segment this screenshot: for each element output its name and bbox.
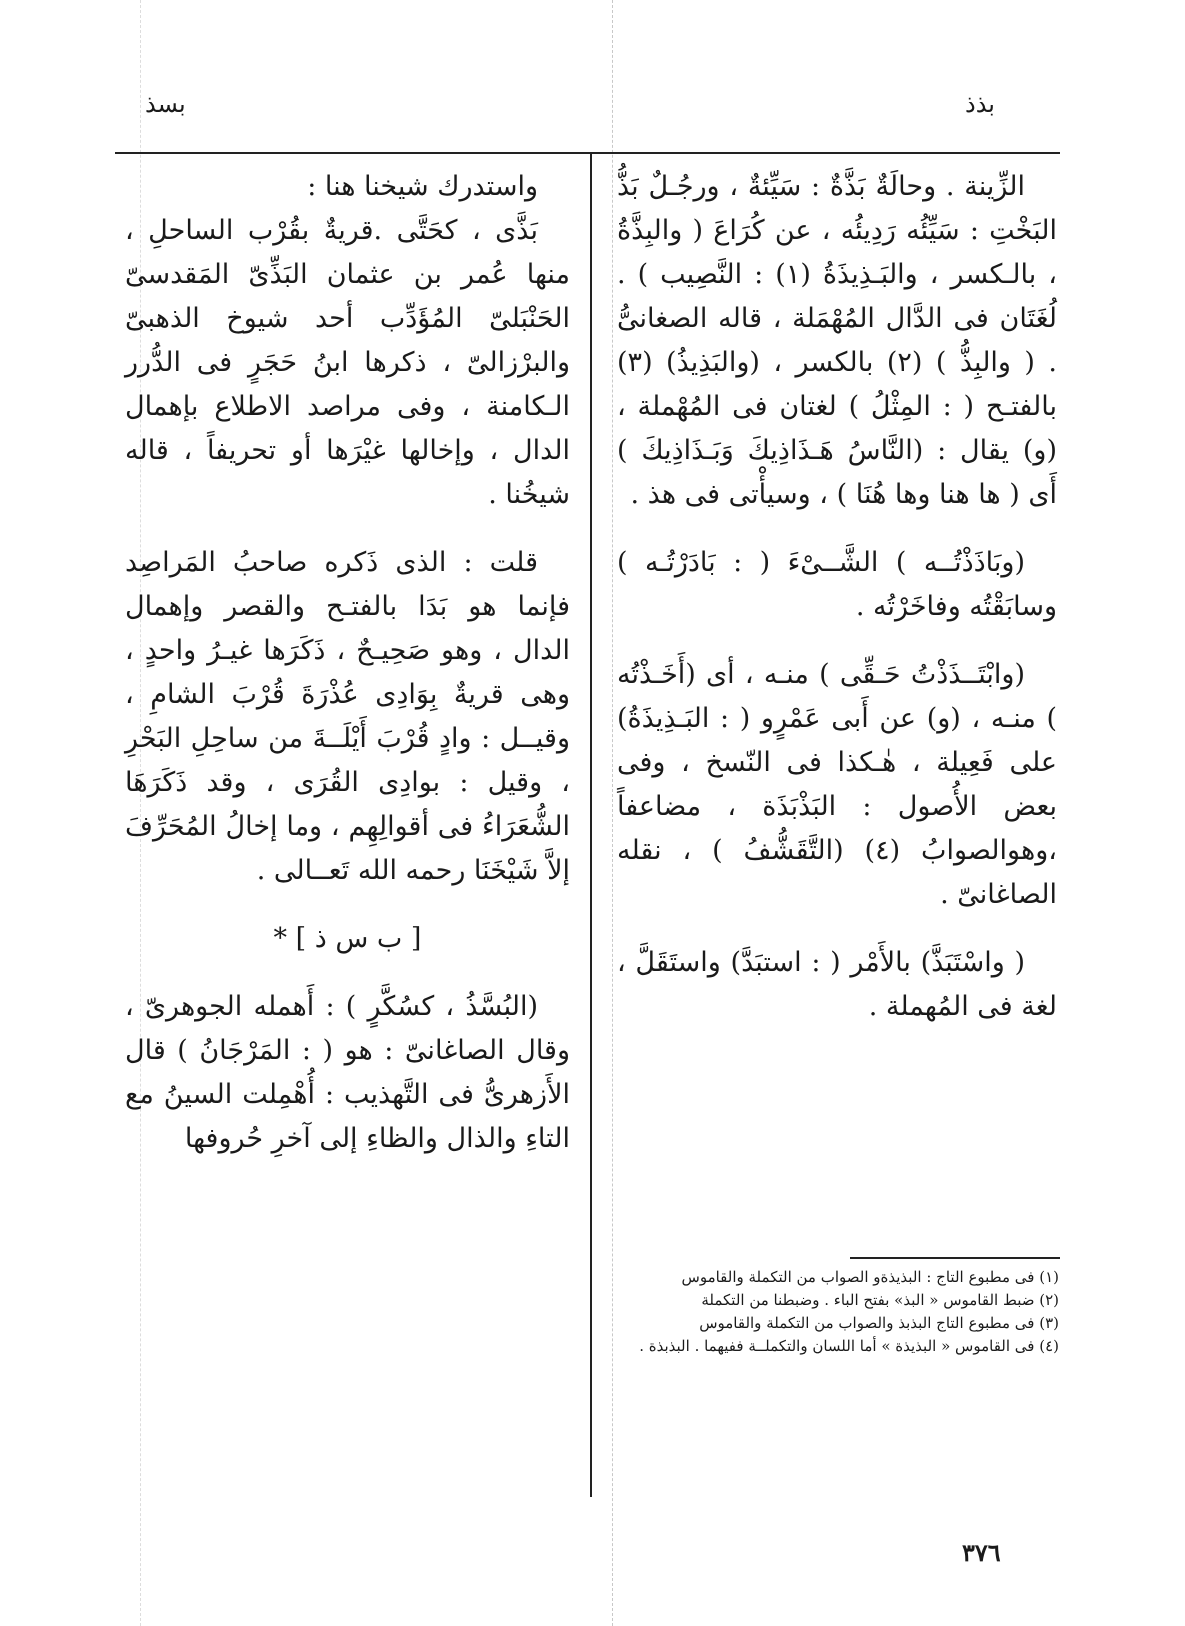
footnote: (٢) ضبط القاموس « البذ» بفتح الباء . وضبطنا من التكملة: [701, 1291, 1059, 1309]
column-divider: [590, 152, 592, 1497]
paragraph: ( واسْتَبَذَّ) بالأَمْر ( : استبَدَّ) واستَقَلَّ ، لغة فى المُهملة .: [617, 947, 1057, 1022]
footnote: (٤) فى القاموس « البذيذة » أما اللسان والتكملــة ففيهما . البذبذة .: [639, 1337, 1059, 1355]
paragraph: (البُسَّذُ ، كسُكَّرٍ ) : أَهمله الجوهرىّ ، وقال الصاغانىّ : هو ( : المَرْجَانُ ) قال الأَزهرىُّ فى التَّهذيب : أُهْمِلت السينُ مع التاءِ والذال والظاءِ إلى آخرِ حُروفها: [125, 991, 570, 1154]
running-header-right: بذذ: [965, 90, 995, 118]
paragraph: واستدرك شيخنا هنا :: [307, 171, 538, 202]
page-number: ٣٧٦: [962, 1538, 1001, 1567]
footnote-rule: [850, 1257, 1060, 1259]
running-header-left: بسذ: [145, 90, 186, 118]
paragraph: الزِّينة . وحالَةٌ بَذَّةٌ : سَيِّئةٌ ، ورجُـلٌ بَذُّ البَخْتِ : سَيِّئُه رَدِيئُه ، عن كُرَاعَ ( والبِذَّةُ ، بالـكسر ، والبَـذِيذَةُ (١) : النَّصِيب ) . لُغَتَان فى الدَّال المُهْمَلة ، قاله الصغانىُّ . ( والبِذُّ ) (٢) بالكسر ، (والبَذِيذُ) (٣) بالفتـح ( : المِثْلُ ) لغتان فى المُهْملة ،(و) يقال : (النَّاسُ هَـذَاذِيكَ وَبَـذَاذِيكَ ) أَى ( ها هنا وها هُنَا ) ، وسيأْتى فى هذ .: [617, 171, 1057, 510]
paragraph: قلت : الذى ذَكره صاحبُ المَراصِد فإنما هو بَدَا بالفتـح والقصر وإهمال الدال ، وهو صَحِيـحٌ ، ذَكَرَها غيـرُ واحدٍ ، وهى قريةٌ بِوَادِى عُذْرَةَ قُرْبَ الشامِ ، وقيــل : وادٍ قُرْبَ أَيْلَــةَ من ساحِلِ البَحْرِ ، وقيل : بوادِى القُرَى ، وقد ذَكَرَهَا الشُّعَرَاءُ فى أقوالِهِم ، وما إخالُ المُحَرِّفَ إلاَّ شَيْخَنَا رحمه الله تَعــالى .: [125, 547, 570, 886]
left-text-column: [125, 165, 570, 1161]
right-text-column: [617, 165, 1057, 1029]
page-fold-line: [612, 0, 613, 1626]
footnote: (٣) فى مطبوع التاج البذبذ والصواب من التكملة والقاموس: [699, 1314, 1059, 1332]
footnotes: [617, 1266, 1059, 1358]
entry-heading: [ ب س ذ ] *: [273, 923, 422, 954]
header-rule: [115, 152, 1060, 154]
paragraph: بَذَّى ، كحَتَّى .قريةٌ بقُرْب الساحلِ ، منها عُمر بن عثمان البَذِّىّ المَقدسىّ الحَنْبَلىّ المُؤَدِّب أحد شيوخ الذهبىّ والبرْزالىّ ، ذكرها ابنُ حَجَرٍ فى الدُّرر الـكامنة ، وفى مراصد الاطلاع بإهمال الدال ، وإخالها غيْرَها أو تحريفاً ، قاله شيخُنا .: [125, 215, 570, 510]
paragraph: (وابْتَــذَذْتُ حَـقِّى ) منـه ، أى (أَخَـذْتُه ) منـه ، (و) عن أَبى عَمْرٍو ( : البَـذِيذَةُ) على فَعِيلة ، هٰـكذا فى النّسخ ، وفى بعض الأُصول : البَذْبَذَة ، مضاعفاً ،وهوالصوابُ (٤) (التَّقَشُّفُ ) ، نقله الصاغانىّ .: [617, 659, 1057, 910]
footnote: (١) فى مطبوع التاج : البذيذةو الصواب من التكملة والقاموس: [681, 1268, 1059, 1286]
paragraph: (وبَاذَذْتُــه ) الشَّــىْءَ ( : بَادَرْتُـه ) وسابَقْتُه وفاخَرْتُه .: [617, 547, 1057, 622]
